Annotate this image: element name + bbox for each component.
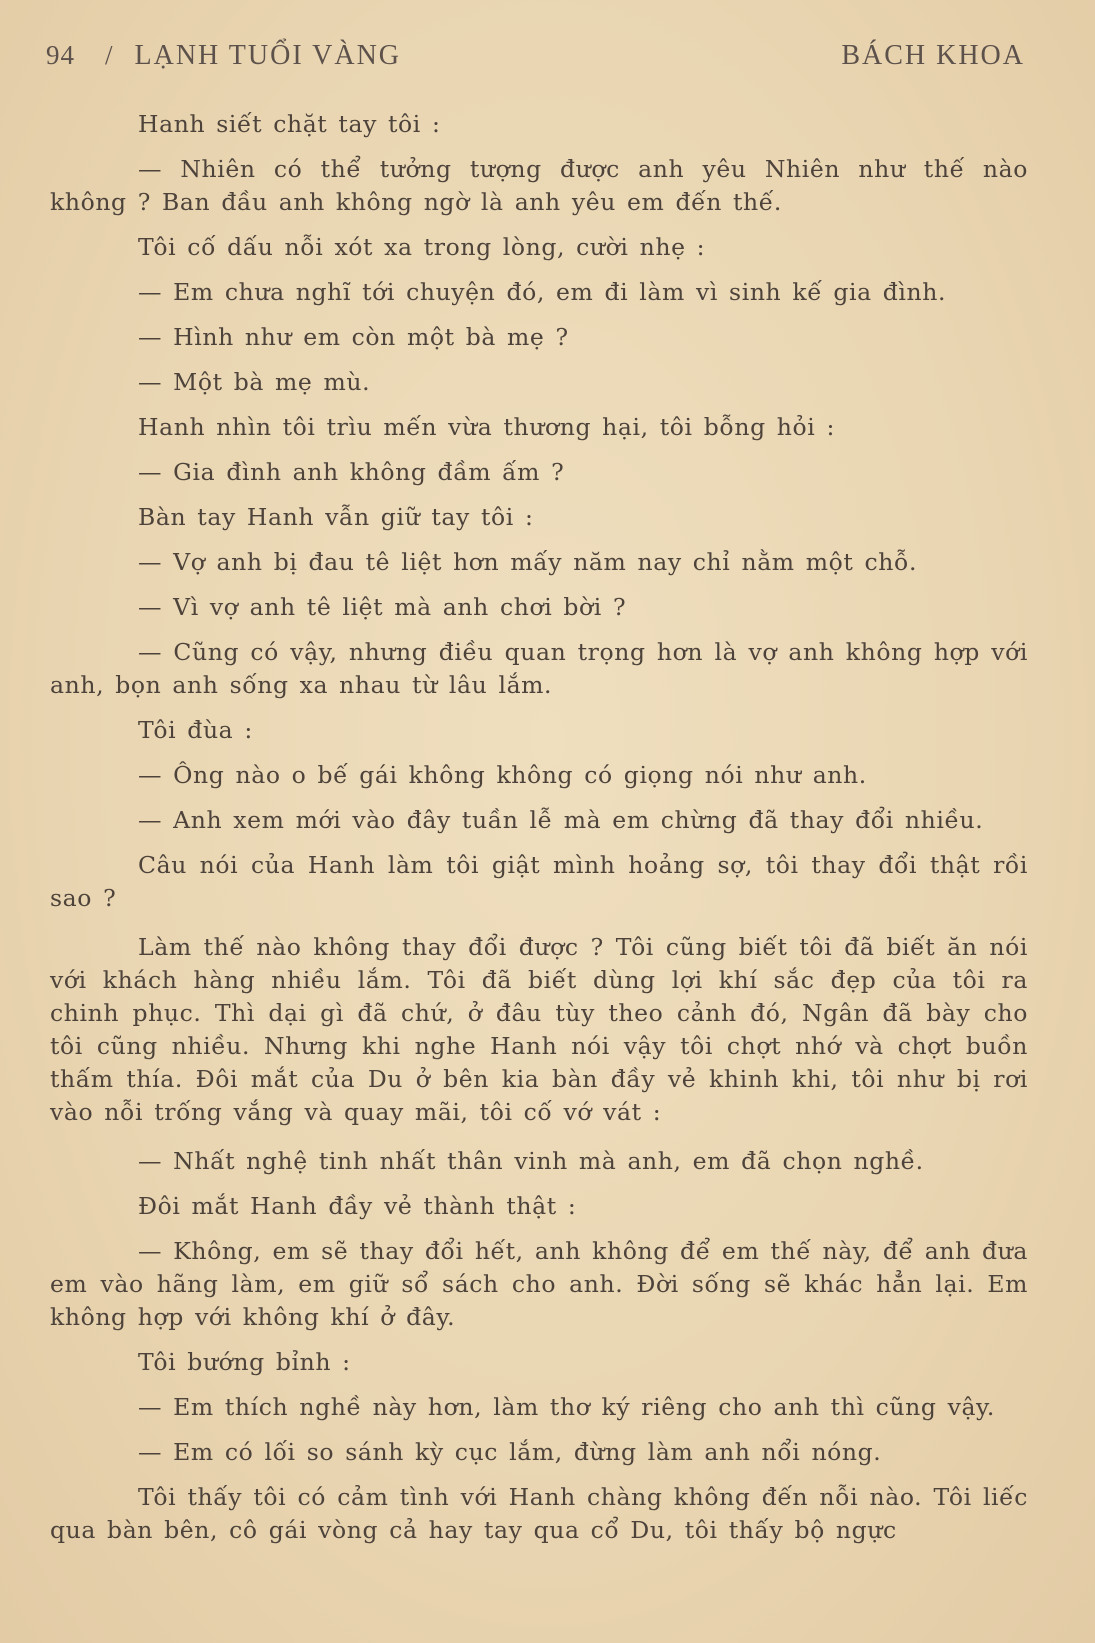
magazine-name: BÁCH KHOA (841, 40, 1025, 71)
paragraph: Hanh nhìn tôi trìu mến vừa thương hại, tôi bỗng hỏi : (138, 413, 835, 441)
paragraph: — Ông nào o bế gái không không có giọng nói như anh. (138, 761, 867, 789)
paragraph: Tôi cố dấu nỗi xót xa trong lòng, cười nhẹ : (138, 233, 706, 261)
paragraph: — Vì vợ anh tê liệt mà anh chơi bời ? (138, 593, 627, 621)
paragraph: Hanh siết chặt tay tôi : (138, 110, 441, 138)
paragraph: — Nhiên có thể tưởng tượng được anh yêu Nhiên như thế nào không ? Ban đầu anh không ngờ là anh yêu em đến thế. (50, 155, 1028, 216)
paragraph: — Em có lối so sánh kỳ cục lắm, đừng làm anh nổi nóng. (138, 1438, 882, 1466)
body-text (50, 108, 1028, 1547)
paragraph: — Cũng có vậy, nhưng điều quan trọng hơn là vợ anh không hợp với anh, bọn anh sống xa nhau từ lâu lắm. (50, 638, 1028, 699)
paragraph: — Vợ anh bị đau tê liệt hơn mấy năm nay chỉ nằm một chỗ. (138, 548, 918, 576)
paragraph: — Em thích nghề này hơn, làm thơ ký riêng cho anh thì cũng vậy. (138, 1393, 995, 1421)
header-separator: / (105, 40, 113, 70)
page-header (46, 40, 1025, 84)
paragraph: — Nhất nghệ tinh nhất thân vinh mà anh, em đã chọn nghề. (138, 1147, 924, 1175)
paragraph: — Hình như em còn một bà mẹ ? (138, 323, 569, 351)
paragraph: Bàn tay Hanh vẫn giữ tay tôi : (138, 503, 534, 531)
paragraph: — Không, em sẽ thay đổi hết, anh không để em thế này, để anh đưa em vào hãng làm, em giữ sổ sách cho anh. Đời sống sẽ khác hẳn lại. Em không hợp với không khí ở đây. (50, 1237, 1028, 1331)
paragraph: Tôi bướng bỉnh : (138, 1348, 351, 1376)
paragraph: Tôi thấy tôi có cảm tình với Hanh chàng không đến nỗi nào. Tôi liếc qua bàn bên, cô gái vòng cả hay tay qua cổ Du, tôi thấy bộ ngực (50, 1483, 1028, 1544)
header-left (46, 40, 401, 72)
paragraph: Câu nói của Hanh làm tôi giật mình hoảng sợ, tôi thay đổi thật rồi sao ? (50, 851, 1028, 912)
paragraph: Tôi đùa : (138, 716, 253, 744)
paragraph: — Gia đình anh không đầm ấm ? (138, 458, 565, 486)
running-title: LẠNH TUỔI VÀNG (134, 40, 402, 71)
paragraph: — Em chưa nghĩ tới chuyện đó, em đi làm vì sinh kế gia đình. (138, 278, 947, 306)
paragraph: Đôi mắt Hanh đầy vẻ thành thật : (138, 1192, 577, 1220)
paragraph: Làm thế nào không thay đổi được ? Tôi cũng biết tôi đã biết ăn nói với khách hàng nhiều lắm. Tôi đã biết dùng lợi khí sắc đẹp của tôi ra chinh phục. Thì dại gì đã chứ, ở đâu tùy theo cảnh đó, Ngân đã bày cho tôi cũng nhiều. Nhưng khi nghe Hanh nói vậy tôi chợt nhớ và chợt buồn thấm thía. Đôi mắt của Du ở bên kia bàn đầy vẻ khinh khi, tôi như bị rơi vào nỗi trống vắng và quay mãi, tôi cố vớ vát : (50, 933, 1028, 1126)
page-number: 94 (46, 40, 75, 70)
paragraph: — Anh xem mới vào đây tuần lễ mà em chừng đã thay đổi nhiều. (138, 806, 984, 834)
paragraph: — Một bà mẹ mù. (138, 368, 371, 396)
